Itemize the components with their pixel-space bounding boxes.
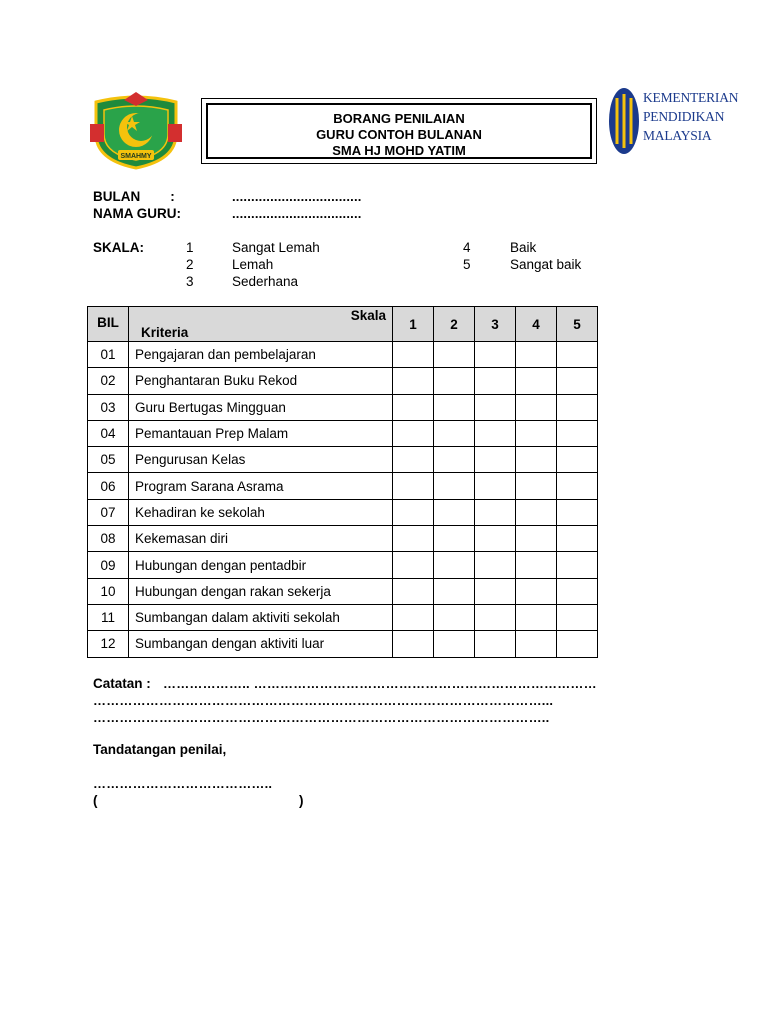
ministry-logo [607, 84, 739, 164]
signature-open-paren: ( [93, 793, 98, 808]
score-cell-4[interactable] [516, 342, 557, 368]
scale-header-4: 4 [516, 307, 557, 342]
table-body [88, 342, 598, 658]
score-cell-4[interactable] [516, 473, 557, 499]
nama-guru-label: NAMA GURU: [93, 206, 181, 221]
skala-text-2: Lemah [232, 257, 274, 272]
score-cell-5[interactable] [557, 473, 598, 499]
catatan-line-3[interactable]: ………………………………………………………………………………………….. [93, 710, 550, 725]
title-line-3: SMA HJ MOHD YATIM [332, 143, 466, 158]
table-row [88, 578, 598, 604]
title-line-1: BORANG PENILAIAN [333, 111, 465, 126]
score-cell-5[interactable] [557, 499, 598, 525]
score-cell-3[interactable] [475, 447, 516, 473]
score-cell-1[interactable] [393, 526, 434, 552]
kriteria-cell: Sumbangan dengan aktiviti luar [129, 631, 393, 657]
score-cell-5[interactable] [557, 368, 598, 394]
skala-num-3: 3 [186, 274, 194, 289]
score-cell-3[interactable] [475, 368, 516, 394]
ministry-line-3: MALAYSIA [643, 128, 712, 143]
kriteria-cell: Pemantauan Prep Malam [129, 420, 393, 446]
bil-cell: 06 [88, 473, 129, 499]
signature-line[interactable]: ………………………………….. [93, 776, 273, 791]
bil-cell: 03 [88, 394, 129, 420]
bil-cell: 11 [88, 604, 129, 630]
kriteria-header-cell [129, 307, 393, 342]
skala-text-3: Sederhana [232, 274, 299, 289]
skala-text-5: Sangat baik [510, 257, 582, 272]
skala-num-1: 1 [186, 240, 194, 255]
score-cell-4[interactable] [516, 368, 557, 394]
skala-text-1: Sangat Lemah [232, 240, 320, 255]
score-cell-3[interactable] [475, 394, 516, 420]
score-cell-1[interactable] [393, 578, 434, 604]
bil-cell: 05 [88, 447, 129, 473]
score-cell-3[interactable] [475, 342, 516, 368]
skala-header: Skala [350, 308, 386, 323]
bil-cell: 04 [88, 420, 129, 446]
bil-cell: 09 [88, 552, 129, 578]
table-row [88, 447, 598, 473]
bil-cell: 10 [88, 578, 129, 604]
score-cell-5[interactable] [557, 394, 598, 420]
table-header-row [88, 307, 598, 342]
catatan-line-2[interactable]: …………………………………………………………………………………………... [93, 693, 554, 708]
kriteria-cell: Penghantaran Buku Rekod [129, 368, 393, 394]
ministry-name [643, 88, 738, 145]
kriteria-cell: Kehadiran ke sekolah [129, 499, 393, 525]
score-cell-1[interactable] [393, 394, 434, 420]
catatan-line-1[interactable]: ……………….. …………………………………………………………………… [163, 676, 597, 691]
score-cell-4[interactable] [516, 499, 557, 525]
score-cell-5[interactable] [557, 552, 598, 578]
bil-cell: 12 [88, 631, 129, 657]
score-cell-5[interactable] [557, 578, 598, 604]
nama-guru-field[interactable]: .................................. [232, 206, 362, 221]
table-row [88, 604, 598, 630]
score-cell-3[interactable] [475, 604, 516, 630]
score-cell-5[interactable] [557, 526, 598, 552]
score-cell-2[interactable] [434, 499, 475, 525]
signature-close-paren: ) [299, 793, 304, 808]
score-cell-1[interactable] [393, 499, 434, 525]
table-row [88, 420, 598, 446]
table-row [88, 552, 598, 578]
ministry-line-2: PENDIDIKAN [643, 109, 725, 124]
score-cell-1[interactable] [393, 420, 434, 446]
score-cell-3[interactable] [475, 631, 516, 657]
kriteria-cell: Pengajaran dan pembelajaran [129, 342, 393, 368]
skala-label: SKALA: [93, 240, 144, 255]
table-row [88, 499, 598, 525]
title-box [201, 98, 597, 164]
svg-text:SMAHMY: SMAHMY [120, 153, 152, 160]
score-cell-2[interactable] [434, 526, 475, 552]
score-cell-4[interactable] [516, 447, 557, 473]
score-cell-4[interactable] [516, 526, 557, 552]
scale-header-3: 3 [475, 307, 516, 342]
kriteria-header: Kriteria [141, 325, 189, 340]
bil-cell: 07 [88, 499, 129, 525]
score-cell-1[interactable] [393, 368, 434, 394]
signature-label: Tandatangan penilai, [93, 742, 227, 757]
score-cell-1[interactable] [393, 447, 434, 473]
kriteria-cell: Kekemasan diri [129, 526, 393, 552]
score-cell-5[interactable] [557, 420, 598, 446]
scale-header-1: 1 [393, 307, 434, 342]
score-cell-5[interactable] [557, 342, 598, 368]
skala-num-4: 4 [463, 240, 471, 255]
evaluation-table [87, 306, 598, 658]
bil-cell: 02 [88, 368, 129, 394]
bil-header: BIL [88, 307, 129, 342]
score-cell-4[interactable] [516, 604, 557, 630]
catatan-label: Catatan : [93, 676, 151, 691]
scale-header-2: 2 [434, 307, 475, 342]
table-row [88, 526, 598, 552]
score-cell-2[interactable] [434, 394, 475, 420]
score-cell-1[interactable] [393, 552, 434, 578]
score-cell-4[interactable] [516, 394, 557, 420]
bil-cell: 08 [88, 526, 129, 552]
score-cell-3[interactable] [475, 552, 516, 578]
score-cell-4[interactable] [516, 631, 557, 657]
ministry-line-1: KEMENTERIAN [643, 90, 739, 105]
table-row [88, 631, 598, 657]
score-cell-2[interactable] [434, 552, 475, 578]
skala-num-5: 5 [463, 257, 471, 272]
score-cell-5[interactable] [557, 604, 598, 630]
score-cell-3[interactable] [475, 578, 516, 604]
title-line-2: GURU CONTOH BULANAN [316, 127, 482, 142]
scale-header-5: 5 [557, 307, 598, 342]
bil-cell: 01 [88, 342, 129, 368]
score-cell-2[interactable] [434, 447, 475, 473]
table-row [88, 342, 598, 368]
score-cell-4[interactable] [516, 552, 557, 578]
table-row [88, 394, 598, 420]
score-cell-2[interactable] [434, 342, 475, 368]
score-cell-5[interactable] [557, 447, 598, 473]
score-cell-1[interactable] [393, 342, 434, 368]
table-row [88, 473, 598, 499]
score-cell-1[interactable] [393, 473, 434, 499]
score-cell-2[interactable] [434, 473, 475, 499]
kriteria-cell: Hubungan dengan rakan sekerja [129, 578, 393, 604]
bulan-label: BULAN : [93, 189, 175, 204]
score-cell-3[interactable] [475, 420, 516, 446]
school-crest-icon [88, 90, 184, 170]
kriteria-cell: Sumbangan dalam aktiviti sekolah [129, 604, 393, 630]
score-cell-3[interactable] [475, 499, 516, 525]
score-cell-2[interactable] [434, 368, 475, 394]
score-cell-4[interactable] [516, 420, 557, 446]
table-row [88, 368, 598, 394]
score-cell-2[interactable] [434, 578, 475, 604]
skala-num-2: 2 [186, 257, 194, 272]
kriteria-cell: Guru Bertugas Mingguan [129, 394, 393, 420]
bulan-field[interactable]: .................................. [232, 189, 362, 204]
score-cell-1[interactable] [393, 631, 434, 657]
score-cell-1[interactable] [393, 604, 434, 630]
score-cell-5[interactable] [557, 631, 598, 657]
skala-text-4: Baik [510, 240, 537, 255]
school-logo [88, 90, 184, 170]
ministry-emblem-icon [607, 86, 641, 156]
kriteria-cell: Hubungan dengan pentadbir [129, 552, 393, 578]
score-cell-2[interactable] [434, 631, 475, 657]
kriteria-cell: Program Sarana Asrama [129, 473, 393, 499]
score-cell-4[interactable] [516, 578, 557, 604]
form-title [206, 103, 592, 159]
score-cell-3[interactable] [475, 526, 516, 552]
score-cell-2[interactable] [434, 420, 475, 446]
score-cell-2[interactable] [434, 604, 475, 630]
score-cell-3[interactable] [475, 473, 516, 499]
kriteria-cell: Pengurusan Kelas [129, 447, 393, 473]
